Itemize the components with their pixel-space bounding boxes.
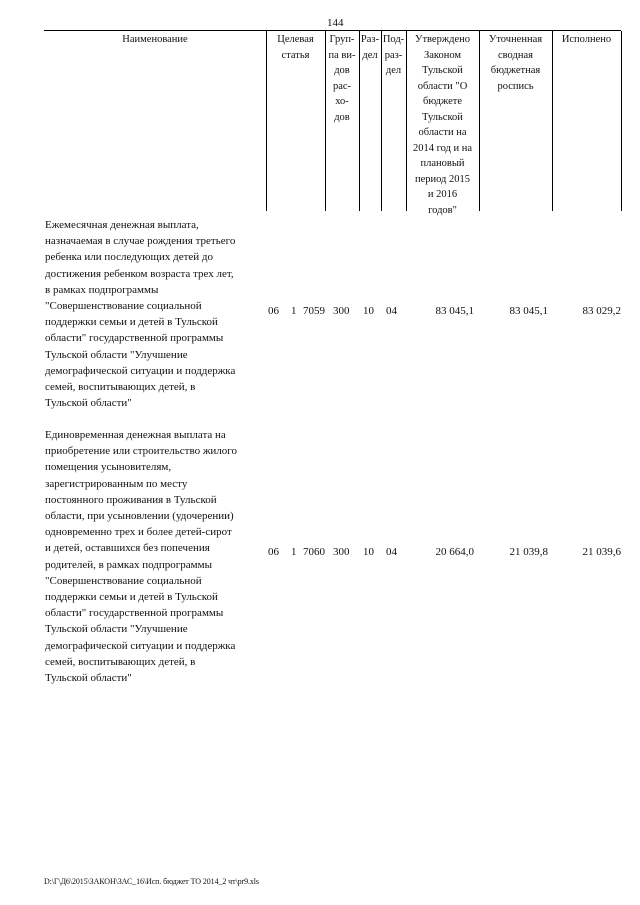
row-2-code-a: 06 xyxy=(268,546,279,558)
header-refined: Уточненная сводная бюджетная роспись xyxy=(488,34,543,92)
row-1-approved: 83 045,1 xyxy=(435,305,474,317)
row-2-name: Единовременная денежная выплата на приобретение или строительство жилого помещения усыновителям, зарегистрированным по месту постоянного проживания в Тульской области, при усыновлении (удочерении) одновременно трех и более детей-сирот и детей, оставшихся без попечения родителей, в рамках подпрограммы "Совершенствование социальной поддержки семьи и детей в Тульской области" государственной программы Тульской области "Улучшение демографической ситуации и поддержка семей, воспитывающих детей, в Тульской области" xyxy=(45,429,238,685)
row-2-refined: 21 039,8 xyxy=(509,546,548,558)
header-expense-group: Груп- па ви- дов рас- хо- дов xyxy=(328,34,356,123)
header-subsection: Под- раз- дел xyxy=(382,34,405,76)
row-1-name: Ежемесячная денежная выплата, назначаемая в случае рождения третьего ребенка или последующих детей до достижения ребенком возраста трех лет, в рамках подпрограммы "Совершенствование социальной поддержки семьи и детей в Тульской области" государственной программы Тульской области "Улучшение демографической ситуации и поддержка семей, воспитывающих детей, в Тульской области" xyxy=(45,219,236,410)
header-section: Раз- дел xyxy=(360,34,380,61)
row-2-code-c: 7060 xyxy=(303,546,325,558)
table-header xyxy=(44,30,621,216)
row-1-group: 300 xyxy=(333,305,350,317)
row-1-code-c: 7059 xyxy=(303,305,325,317)
row-2-approved: 20 664,0 xyxy=(435,546,474,558)
file-path-footer: D:\Г\Д6\2015\ЗАКОН\ЗАС_16\Исп. бюджет ТО 2014_2 чт\pr9.xls xyxy=(44,877,259,886)
row-1-subsection: 04 xyxy=(386,305,397,317)
row-1-section: 10 xyxy=(363,305,374,317)
row-2-group: 300 xyxy=(333,546,350,558)
row-2-subsection: 04 xyxy=(386,546,397,558)
column-divider xyxy=(621,31,622,211)
row-2-section: 10 xyxy=(363,546,374,558)
row-1-code-a: 06 xyxy=(268,305,279,317)
header-target-article: Целевая статья xyxy=(277,34,314,61)
row-1-refined: 83 045,1 xyxy=(509,305,548,317)
row-2-code-b: 1 xyxy=(291,546,297,558)
header-name: Наименование xyxy=(122,34,188,45)
header-executed: Исполнено xyxy=(561,34,612,45)
page-number: 144 xyxy=(327,17,344,29)
row-1-code-b: 1 xyxy=(291,305,297,317)
row-1-executed: 83 029,2 xyxy=(582,305,621,317)
row-2-executed: 21 039,6 xyxy=(582,546,621,558)
header-approved: Утверждено Законом Тульской области "О бюджете Тульской области на 2014 год и на плановый период 2015 и 2016 годов" xyxy=(412,34,473,216)
